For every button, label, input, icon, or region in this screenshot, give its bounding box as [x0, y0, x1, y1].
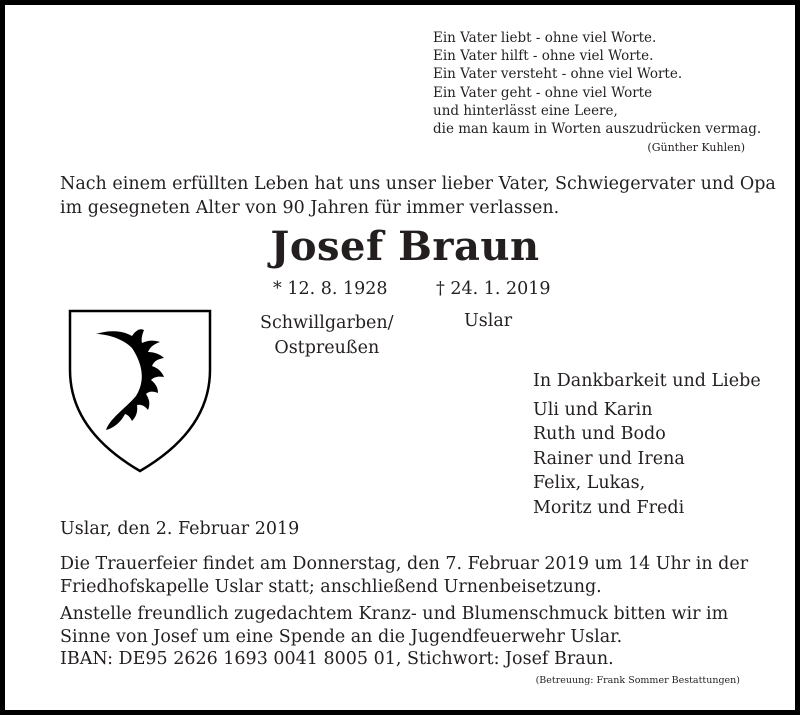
- poem-line: und hinterlässt eine Leere,: [433, 102, 618, 119]
- poem-line: Ein Vater versteht - ohne viel Worte.: [433, 66, 683, 83]
- birth-place-line: Schwillgarben/: [260, 313, 394, 333]
- donation-notice: [60, 603, 728, 671]
- family-member: Uli und Karin: [533, 399, 653, 420]
- undertaker-credit: (Betreuung: Frank Sommer Bestattungen): [535, 675, 740, 686]
- intro-line: Nach einem erfüllten Leben hat uns unser lieber Vater, Schwiegervater und Opa: [60, 174, 776, 194]
- poem-line: Ein Vater hilft - ohne viel Worte.: [433, 48, 654, 65]
- family-member: Rainer und Irena: [533, 448, 685, 469]
- ceremony-line: Friedhofskapelle Uslar statt; anschließend Urnenbeisetzung.: [60, 576, 602, 597]
- birth-date: * 12. 8. 1928: [273, 279, 388, 299]
- birth-place: [260, 311, 394, 361]
- family-member: Felix, Lukas,: [533, 473, 646, 493]
- antler-crest-icon: [66, 308, 214, 474]
- intro-line: im gesegneten Alter von 90 Jahren für immer verlassen.: [60, 198, 560, 218]
- poem: [433, 29, 761, 138]
- poem-line: Ein Vater geht - ohne viel Worte: [433, 84, 653, 101]
- family-heading: In Dankbarkeit und Liebe: [533, 371, 761, 391]
- donation-line: Anstelle freundlich zugedachtem Kranz- und Blumenschmuck bitten wir im: [60, 604, 729, 624]
- deceased-name: Josef Braun: [270, 223, 540, 270]
- family-signature: [533, 369, 761, 520]
- ceremony-line: Die Trauerfeier findet am Donnerstag, den 7. Februar 2019 um 14 Uhr in der: [60, 554, 749, 574]
- place-and-date: Uslar, den 2. Februar 2019: [60, 519, 300, 539]
- birth-place-line: Ostpreußen: [274, 338, 380, 358]
- intro-text: [60, 172, 776, 220]
- ceremony-notice: [60, 553, 748, 598]
- obituary-card: [5, 5, 795, 710]
- family-member: Moritz und Fredi: [533, 497, 685, 518]
- poem-author: (Günther Kuhlen): [647, 141, 745, 154]
- death-place: Uslar: [464, 311, 513, 331]
- donation-line: IBAN: DE95 2626 1693 0041 8005 01, Stichwort: Josef Braun.: [60, 649, 614, 669]
- family-member: Ruth und Bodo: [533, 424, 666, 444]
- poem-line: die man kaum in Worten auszudrücken vermag.: [433, 121, 762, 138]
- donation-line: Sinne von Josef um eine Spende an die Jugendfeuerwehr Uslar.: [60, 626, 623, 647]
- death-date: † 24. 1. 2019: [436, 279, 551, 299]
- poem-line: Ein Vater liebt - ohne viel Worte.: [433, 30, 657, 46]
